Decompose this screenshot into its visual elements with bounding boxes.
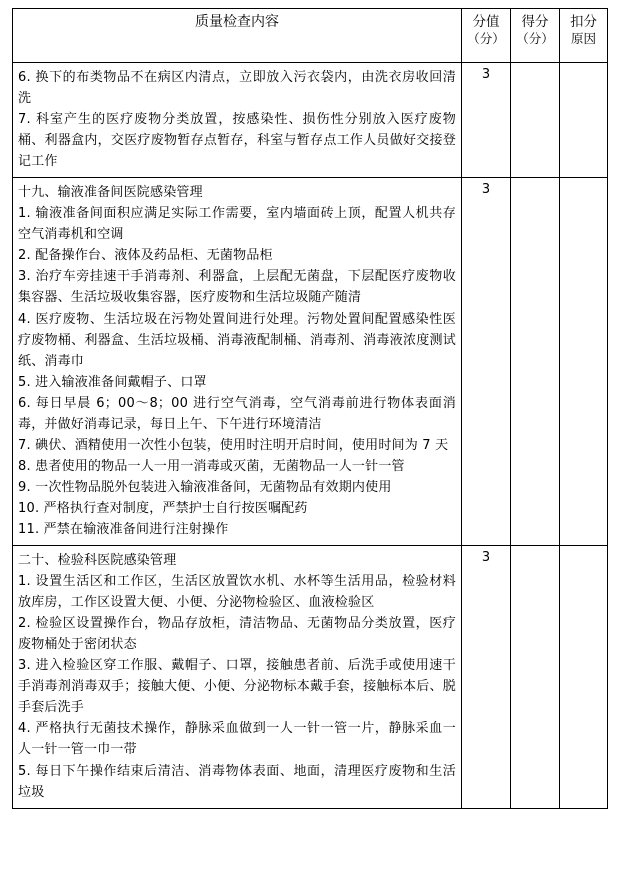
table-body [13, 63, 608, 809]
row-got-score[interactable] [511, 63, 560, 178]
content-item: 7. 碘伏、酒精使用一次性小包装，使用时注明开启时间，使用时间为 7 天 [18, 437, 449, 453]
header-score-sub: （分） [467, 31, 505, 47]
content-item: 5. 进入输液准备间戴帽子、口罩 [18, 374, 207, 390]
header-score-main: 分值 [472, 14, 500, 30]
quality-check-table [12, 8, 608, 809]
content-item: 1. 设置生活区和工作区，生活区放置饮水机、水杯等生活用品，检验材料放库房，工作区设置大便、小便、分泌物检验区、血液检验区 [18, 574, 456, 611]
table-row [13, 178, 608, 546]
row-score: 3 [462, 178, 511, 546]
header-got-score [511, 9, 560, 63]
header-row [13, 9, 608, 63]
row-got-score[interactable] [511, 546, 560, 809]
table-row [13, 63, 608, 178]
row-deduction-reason[interactable] [560, 178, 608, 546]
row-score: 3 [462, 546, 511, 809]
header-content: 质量检查内容 [13, 9, 462, 63]
content-item: 3. 治疗车旁挂速干手消毒剂、利器盒，上层配无菌盘，下层配医疗废物收集容器、生活垃圾收集容器，医疗废物和生活垃圾随产随清 [18, 269, 456, 306]
header-deduction-reason [560, 9, 608, 63]
header-got-sub: （分） [516, 31, 554, 47]
row-deduction-reason[interactable] [560, 546, 608, 809]
header-reason-line2: 原因 [570, 31, 596, 47]
content-item: 3. 进入检验区穿工作服、戴帽子、口罩，接触患者前、后洗手或使用速干手消毒剂消毒双手；接触大便、小便、分泌物标本戴手套，接触标本后、脱手套后洗手 [18, 658, 456, 716]
content-item: 二十、检验科医院感染管理 [18, 553, 177, 569]
row-score: 3 [462, 63, 511, 178]
content-item: 9. 一次性物品脱外包装进入输液准备间，无菌物品有效期内使用 [18, 479, 392, 495]
row-deduction-reason[interactable] [560, 63, 608, 178]
content-item: 10. 严格执行查对制度，严禁护士自行按医嘱配药 [18, 500, 308, 516]
content-item: 6. 每日早晨 6；00～8；00 进行空气消毒，空气消毒前进行物体表面消毒，并做好消毒记录，每日上午、下午进行环境清洁 [18, 395, 456, 432]
content-item: 2. 检验区设置操作台，物品存放柜，清洁物品、无菌物品分类放置，医疗废物桶处于密闭状态 [18, 616, 456, 653]
content-item: 11. 严禁在输液准备间进行注射操作 [18, 521, 229, 537]
header-got-main: 得分 [521, 14, 549, 30]
table-header [13, 9, 608, 63]
content-item: 5. 每日下午操作结束后清洁、消毒物体表面、地面，清理医疗废物和生活垃圾 [18, 763, 456, 800]
content-item: 4. 医疗废物、生活垃圾在污物处置间进行处理。污物处置间配置感染性医疗废物桶、利器盒、生活垃圾桶、消毒液配制桶、消毒剂、消毒液浓度测试纸、消毒巾 [18, 311, 456, 369]
content-item: 6. 换下的布类物品不在病区内清点，立即放入污衣袋内，由洗衣房收回清洗 [18, 70, 456, 107]
row-content [13, 546, 462, 809]
row-content [13, 178, 462, 546]
content-item: 十九、输液准备间医院感染管理 [18, 185, 203, 201]
content-item: 2. 配备操作台、液体及药品柜、无菌物品柜 [18, 248, 273, 264]
table-row [13, 546, 608, 809]
content-item: 4. 严格执行无菌技术操作，静脉采血做到一人一针一管一片，静脉采血一人一针一管一巾一带 [18, 721, 456, 758]
row-content [13, 63, 462, 178]
content-item: 1. 输液准备间面积应满足实际工作需要，室内墙面砖上顶，配置人机共存空气消毒机和空调 [18, 206, 456, 243]
content-item: 8. 患者使用的物品一人一用一消毒或灭菌，无菌物品一人一针一管 [18, 458, 405, 474]
header-reason-line1: 扣分 [570, 14, 597, 30]
content-item: 7. 科室产生的医疗废物分类放置，按感染性、损伤性分别放入医疗废物桶、利器盒内，交医疗废物暂存点暂存，科室与暂存点工作人员做好交接登记工作 [18, 112, 456, 170]
header-score [462, 9, 511, 63]
row-got-score[interactable] [511, 178, 560, 546]
